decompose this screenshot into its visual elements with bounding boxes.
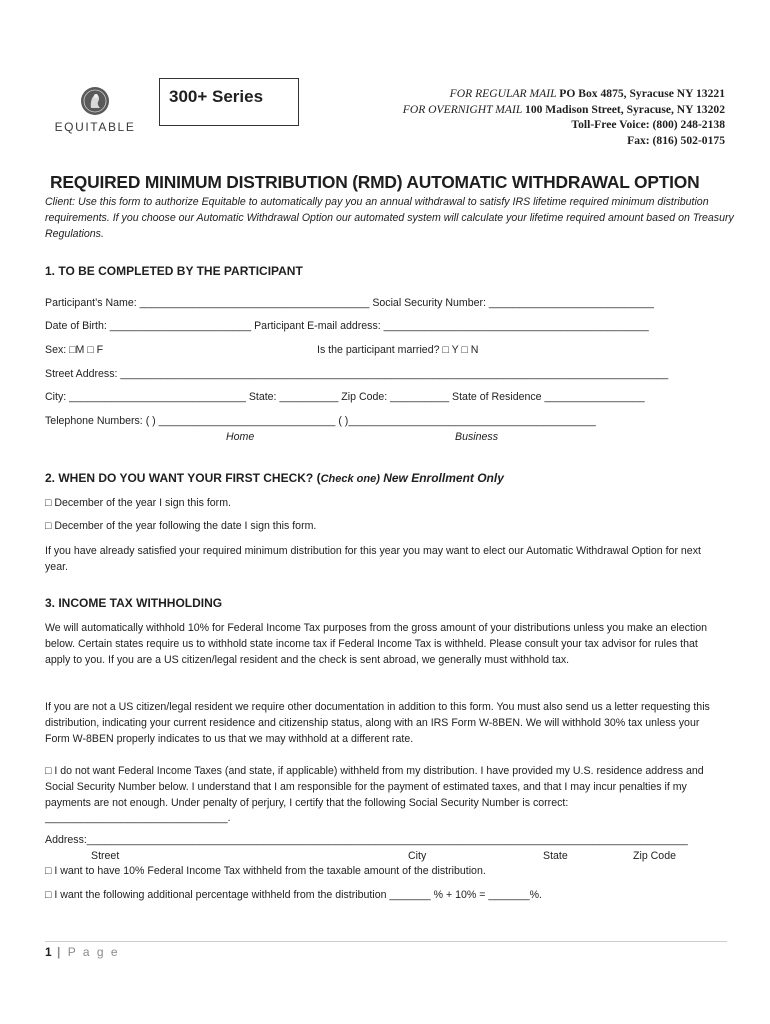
check-one-note: Check one): [320, 473, 380, 485]
logo-wordmark: EQUITABLE: [54, 120, 136, 134]
equitable-logo: [50, 86, 140, 134]
form-title: REQUIRED MINIMUM DISTRIBUTION (RMD) AUTOMATIC WITHDRAWAL OPTION: [50, 172, 700, 192]
page-footer: [45, 945, 120, 959]
series-box: [159, 78, 299, 126]
footer-divider: [45, 941, 727, 942]
form-intro: Client: Use this form to authorize Equitable to automatically pay you an annual withdrawal to satisfy IRS lifetime required minimum distribution requirements. If you choose our Automatic Withdrawal Option our automated system will calculate your lifetime required amount based on Treasury Regulations.: [45, 196, 734, 240]
married-checkboxes[interactable]: Is the participant married? □ Y □ N: [317, 344, 479, 356]
additional-percentage-option[interactable]: □ I want the following additional percentage withheld from the distribution _______ % + 10% = _______%.: [45, 889, 542, 901]
first-check-option-2[interactable]: □ December of the year following the date I sign this form.: [45, 520, 317, 532]
home-phone-label: Home: [226, 431, 255, 443]
section3-heading: 3. INCOME TAX WITHHOLDING: [45, 596, 223, 610]
toll-free-line: Toll-Free Voice: (800) 248-2138: [571, 118, 725, 131]
fax-line: Fax: (816) 502-0175: [627, 133, 725, 147]
new-enrollment-note: New Enrollment Only: [379, 471, 504, 485]
first-check-option-1[interactable]: □ December of the year I sign this form.: [45, 497, 231, 509]
address-street-label: Street: [91, 850, 120, 862]
withholding-address-field[interactable]: Address:______________________________________________________________________________________________________: [45, 834, 688, 846]
section2-heading: 2. WHEN DO YOU WANT YOUR FIRST CHECK? (Check one) New Enrollment Only: [45, 471, 504, 485]
non-resident-paragraph: If you are not a US citizen/legal resident we require other documentation in addition to this form. You must also send us a letter requesting this distribution, indicating your current residence and citizenship status, along with an IRS Form W-8BEN. We will withhold 30% tax unless your Form W-8BEN properly indicates to us that we may withhold at a different rate.: [45, 701, 710, 745]
street-address-field[interactable]: Street Address: _____________________________________________________________________________________________: [45, 368, 669, 380]
series-label: 300+ Series: [169, 87, 264, 106]
sex-checkboxes[interactable]: Sex: □M □ F: [45, 344, 104, 356]
date-of-birth-field[interactable]: Date of Birth: ________________________ Participant E-mail address: _____________________________________________: [45, 320, 649, 332]
equitable-seal-icon: [80, 86, 110, 116]
regular-mail-line: FOR REGULAR MAIL PO Box 4875, Syracuse NY 13221: [449, 87, 725, 100]
section2-note: If you have already satisfied your required minimum distribution for this year you may want to elect our Automatic Withdrawal Option for next year.: [45, 545, 701, 573]
page-label: P a g e: [67, 945, 120, 959]
city-state-zip-field[interactable]: City: ______________________________ State: __________ Zip Code: __________ State of Residence _________________: [45, 391, 645, 403]
section1-heading: 1. TO BE COMPLETED BY THE PARTICIPANT: [45, 264, 303, 278]
ten-percent-option[interactable]: □ I want to have 10% Federal Income Tax withheld from the taxable amount of the distribution.: [45, 865, 486, 877]
overnight-mail-line: FOR OVERNIGHT MAIL 100 Madison Street, Syracuse, NY 13202: [402, 102, 725, 116]
participant-name-field[interactable]: Participant’s Name: _______________________________________ Social Security Number: ____________________________: [45, 297, 654, 309]
business-phone-label: Business: [455, 431, 498, 443]
withholding-paragraph: We will automatically withhold 10% for Federal Income Tax purposes from the gross amount of your distributions unless you make an election below. Certain states require us to withhold state income tax if Federal Income Tax is withheld. Please consult your tax advisor for rules that apply to you. If you are a US citizen/legal resident and the check is sent abroad, we generally must withhold tax.: [45, 622, 708, 666]
address-zip-label: Zip Code: [633, 850, 676, 862]
address-state-label: State: [543, 850, 568, 862]
page-number: 1: [45, 945, 52, 959]
mailing-address-block: [403, 86, 725, 148]
no-withholding-option[interactable]: □ I do not want Federal Income Taxes (and state, if applicable) withheld from my distribution. I have provided my U.S. residence address and Social Security Number below. I understand that I am responsible for the payment of estimated taxes, and that I may incur penalties if my payments are not enough. Under penalty of perjury, I certify that the following Social Security Number is correct: _______________________________.: [45, 765, 704, 825]
address-city-label: City: [408, 850, 427, 862]
telephone-field[interactable]: Telephone Numbers: ( ) ______________________________ ( )__________________________________________: [45, 415, 596, 427]
page-separator: |: [51, 945, 68, 959]
